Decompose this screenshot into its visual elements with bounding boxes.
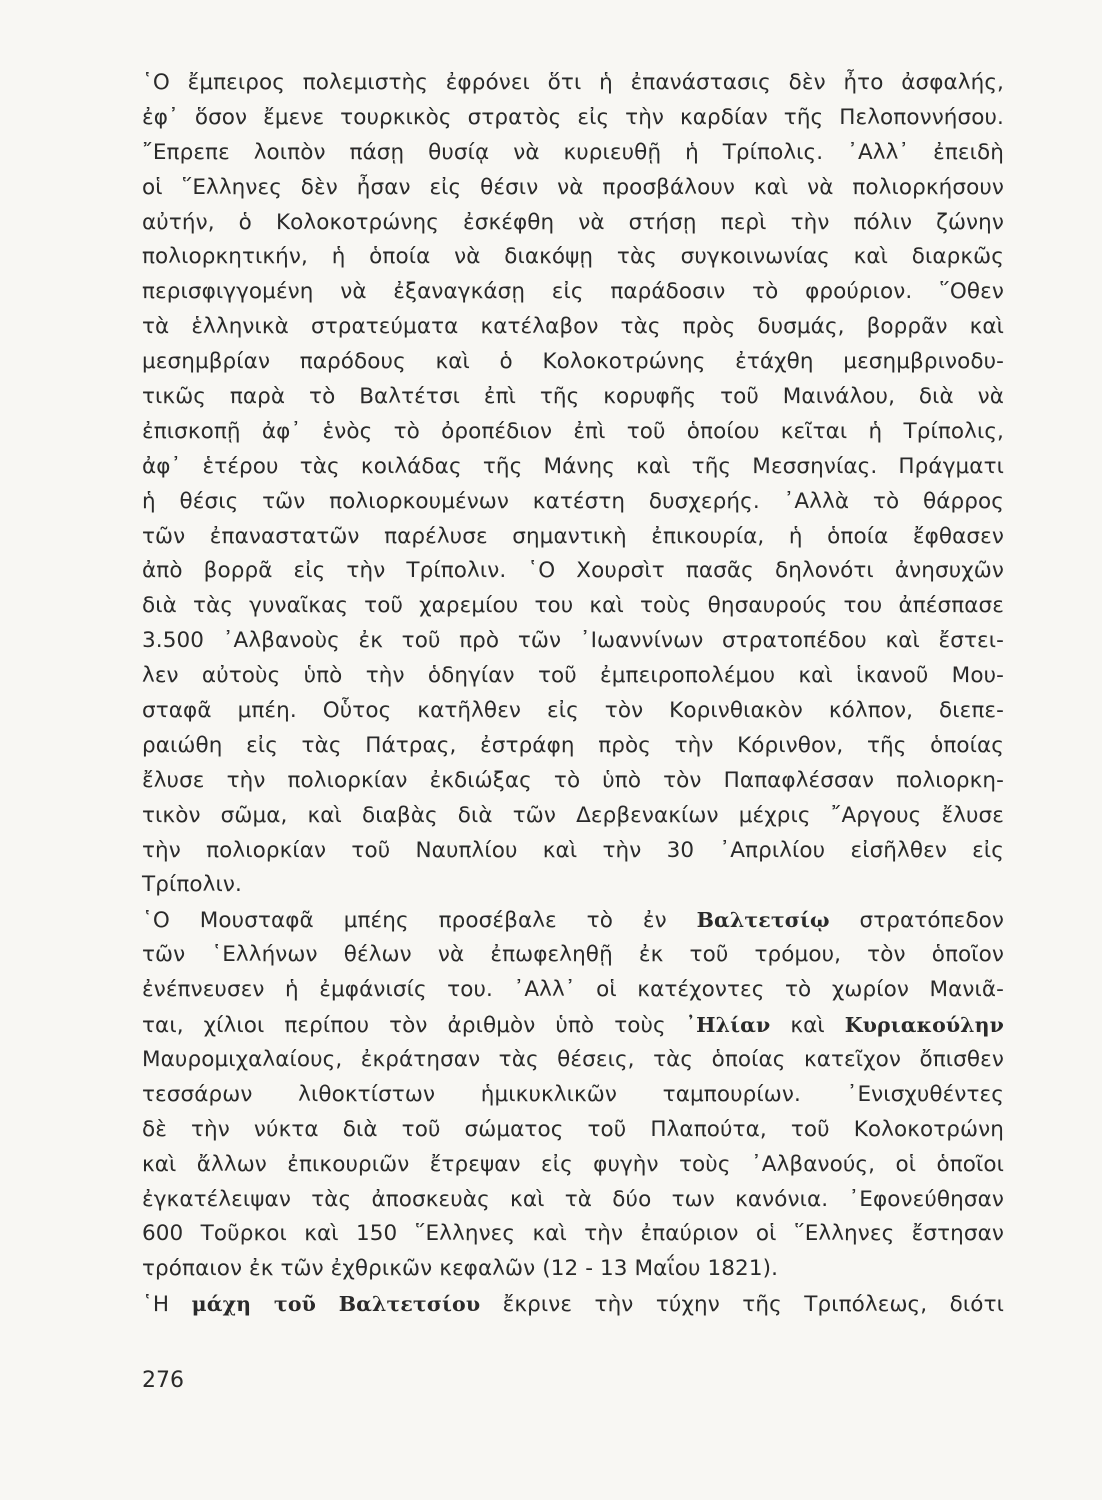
line-text: τὴν πολιορκίαν τοῦ Ναυπλίου καὶ τὴν 30 ᾿Απριλίου εἰσῆλθεν εἰς [142,837,1004,863]
line-text: τὰ ἑλληνικὰ στρατεύματα κατέλαβον τὰς πρὸς δυσμάς, βορρᾶν καὶ [142,314,1004,340]
text-line [142,624,1004,659]
text-line [142,485,1004,520]
line-text: ται, χίλιοι περίπου τὸν ἀριθμὸν ὑπὸ τοὺς [142,1013,686,1039]
text-line [142,206,1004,241]
line-text: διὰ τὰς γυναῖκας τοῦ χαρεμίου του καὶ τοὺς θησαυρούς του ἀπέσπασε [142,593,1004,619]
line-text: μεσημβρίαν παρόδους καὶ ὁ Κολοκοτρώνης ἐτάχθη μεσημβρινοδυ- [142,349,1004,375]
line-text: ἐφ᾽ ὅσον ἔμενε τουρκικὸς στρατὸς εἰς τὴν καρδίαν τῆς Πελοποννήσου. [142,104,1004,130]
line-text: καὶ ἄλλων ἐπικουριῶν ἔτρεψαν εἰς φυγὴν τοὺς ᾿Αλβανούς, οἱ ὁποῖοι [142,1151,1004,1177]
page-number: 276 [142,1368,184,1393]
text-line [142,101,1004,136]
line-text: οἱ ῞Ελληνες δὲν ἦσαν εἰς θέσιν νὰ προσβάλουν καὶ νὰ πολιορκήσουν [142,174,1004,200]
text-line [142,554,1004,589]
line-text: 600 Τοῦρκοι καὶ 150 ῞Ελληνες καὶ τὴν ἐπαύριον οἱ ῞Ελληνες ἔστησαν [142,1221,1004,1247]
text-line [142,938,1004,973]
line-text: ῾Ο Μουσταφᾶ μπέης προσέβαλε τὸ ἐν [142,908,697,934]
text-line [142,868,1004,903]
text-line [142,973,1004,1008]
line-text: σταφᾶ μπέη. Οὗτος κατῆλθεν εἰς τὸν Κορινθιακὸν κόλπον, διεπε- [142,698,1004,724]
line-text: δὲ τὴν νύκτα διὰ τοῦ σώματος τοῦ Πλαπούτα, τοῦ Κολοκοτρώνη [142,1116,1004,1142]
text-line [142,450,1004,485]
text-line [142,240,1004,275]
text-line [142,1043,1004,1078]
line-text: τικὸν σῶμα, καὶ διαβὰς διὰ τῶν Δερβενακίων μέχρις ῎Αργους ἔλυσε [142,802,1004,828]
line-text: στρατόπεδον [829,908,1004,934]
text-line [142,380,1004,415]
line-text: ἔλυσε τὴν πολιορκίαν ἐκδιώξας τὸ ὑπὸ τὸν Παπαφλέσσαν πολιορκη- [142,767,1004,793]
text-line [142,589,1004,624]
text-line [142,834,1004,869]
text-line [142,1183,1004,1218]
text-line [142,799,1004,834]
text-line [142,1008,1004,1043]
line-text: ἔκρινε τὴν τύχην τῆς Τριπόλεως, διότι [480,1292,1004,1318]
line-text: 3.500 ᾿Αλβανοὺς ἐκ τοῦ πρὸ τῶν ᾿Ιωαννίνων στρατοπέδου καὶ ἔστει- [142,628,1004,654]
text-line [142,275,1004,310]
line-text: ἐπισκοπῇ ἀφ᾽ ἑνὸς τὸ ὀροπέδιον ἐπὶ τοῦ ὁποίου κεῖται ἡ Τρίπολις, [142,418,1004,444]
line-text: ῎Επρεπε λοιπὸν πάσῃ θυσίᾳ νὰ κυριευθῇ ἡ Τρίπολις. ᾿Αλλ᾽ ἐπειδὴ [142,139,1004,165]
text-line [142,1148,1004,1183]
line-text: τρόπαιον ἐκ τῶν ἐχθρικῶν κεφαλῶν (12 - 13 Μαΐου 1821). [142,1256,779,1282]
line-text: Μαυρομιχαλαίους, ἐκράτησαν τὰς θέσεις, τὰς ὁποίας κατεῖχον ὄπισθεν [142,1046,1004,1072]
line-text: ἀπὸ βορρᾶ εἰς τὴν Τρίπολιν. ῾Ο Χουρσὶτ πασᾶς δηλονότι ἀνησυχῶν [142,558,1004,584]
bold-term: ᾿Ηλίαν [685,1013,771,1038]
text-line [142,764,1004,799]
line-text: λεν αὐτοὺς ὑπὸ τὴν ὁδηγίαν τοῦ ἐμπειροπολέμου καὶ ἱκανοῦ Μου- [142,663,1004,689]
text-line [142,729,1004,764]
body-text [142,66,1004,1322]
line-text: περισφιγγομένη νὰ ἐξαναγκάσῃ εἰς παράδοσιν τὸ φρούριον. ῞Οθεν [142,279,1004,305]
line-text: τικῶς παρὰ τὸ Βαλτέτσι ἐπὶ τῆς κορυφῆς τοῦ Μαινάλου, διὰ νὰ [142,384,1004,410]
text-line [142,1252,1004,1287]
text-line [142,66,1004,101]
text-line [142,1217,1004,1252]
line-text: ἐγκατέλειψαν τὰς ἀποσκευὰς καὶ τὰ δύο των κανόνια. ᾿Εφονεύθησαν [142,1186,1004,1212]
text-line [142,659,1004,694]
line-text: ἐνέπνευσεν ἡ ἐμφάνισίς του. ᾿Αλλ᾽ οἱ κατέχοντες τὸ χωρίον Μανιᾶ- [142,977,1004,1003]
line-text: τεσσάρων λιθοκτίστων ἡμικυκλικῶν ταμπουρίων. ᾿Ενισχυθέντες [142,1081,1004,1107]
line-text: ῾Ο ἔμπειρος πολεμιστὴς ἐφρόνει ὅτι ἡ ἐπανάστασις δὲν ἦτο ἀσφαλής, [142,70,1004,95]
text-line [142,1113,1004,1148]
line-text: ραιώθη εἰς τὰς Πάτρας, ἐστράφη πρὸς τὴν Κόρινθον, τῆς ὁποίας [142,732,1004,758]
line-text: αὐτήν, ὁ Κολοκοτρώνης ἐσκέφθη νὰ στήσῃ περὶ τὴν πόλιν ζώνην [142,209,1004,235]
text-line [142,903,1004,938]
text-line [142,136,1004,171]
bold-term: μάχη τοῦ Βαλτετσίου [191,1292,481,1317]
line-text: Τρίπολιν. [142,872,242,898]
line-text: τῶν ἐπαναστατῶν παρέλυσε σημαντικὴ ἐπικουρία, ἡ ὁποία ἔφθασεν [142,523,1004,549]
text-line [142,171,1004,206]
text-line [142,415,1004,450]
text-line [142,520,1004,555]
line-text: ῾Η [142,1292,192,1318]
text-line [142,345,1004,380]
text-line [142,1287,1004,1322]
text-line [142,1078,1004,1113]
line-text: ἀφ᾽ ἑτέρου τὰς κοιλάδας τῆς Μάνης καὶ τῆς Μεσσηνίας. Πράγματι [142,453,1004,479]
line-text: πολιορκητικήν, ἡ ὁποία νὰ διακόψῃ τὰς συγκοινωνίας καὶ διαρκῶς [142,244,1004,270]
line-text: καὶ [770,1013,845,1039]
line-text: ἡ θέσις τῶν πολιορκουμένων κατέστη δυσχερής. ᾿Αλλὰ τὸ θάρρος [142,488,1004,514]
line-text: τῶν ῾Ελλήνων θέλων νὰ ἐπωφεληθῇ ἐκ τοῦ τρόμου, τὸν ὁποῖον [142,942,1004,968]
text-line [142,694,1004,729]
bold-term: Βαλτετσίῳ [696,908,830,933]
text-line [142,310,1004,345]
bold-term: Κυριακούλην [844,1013,1004,1038]
